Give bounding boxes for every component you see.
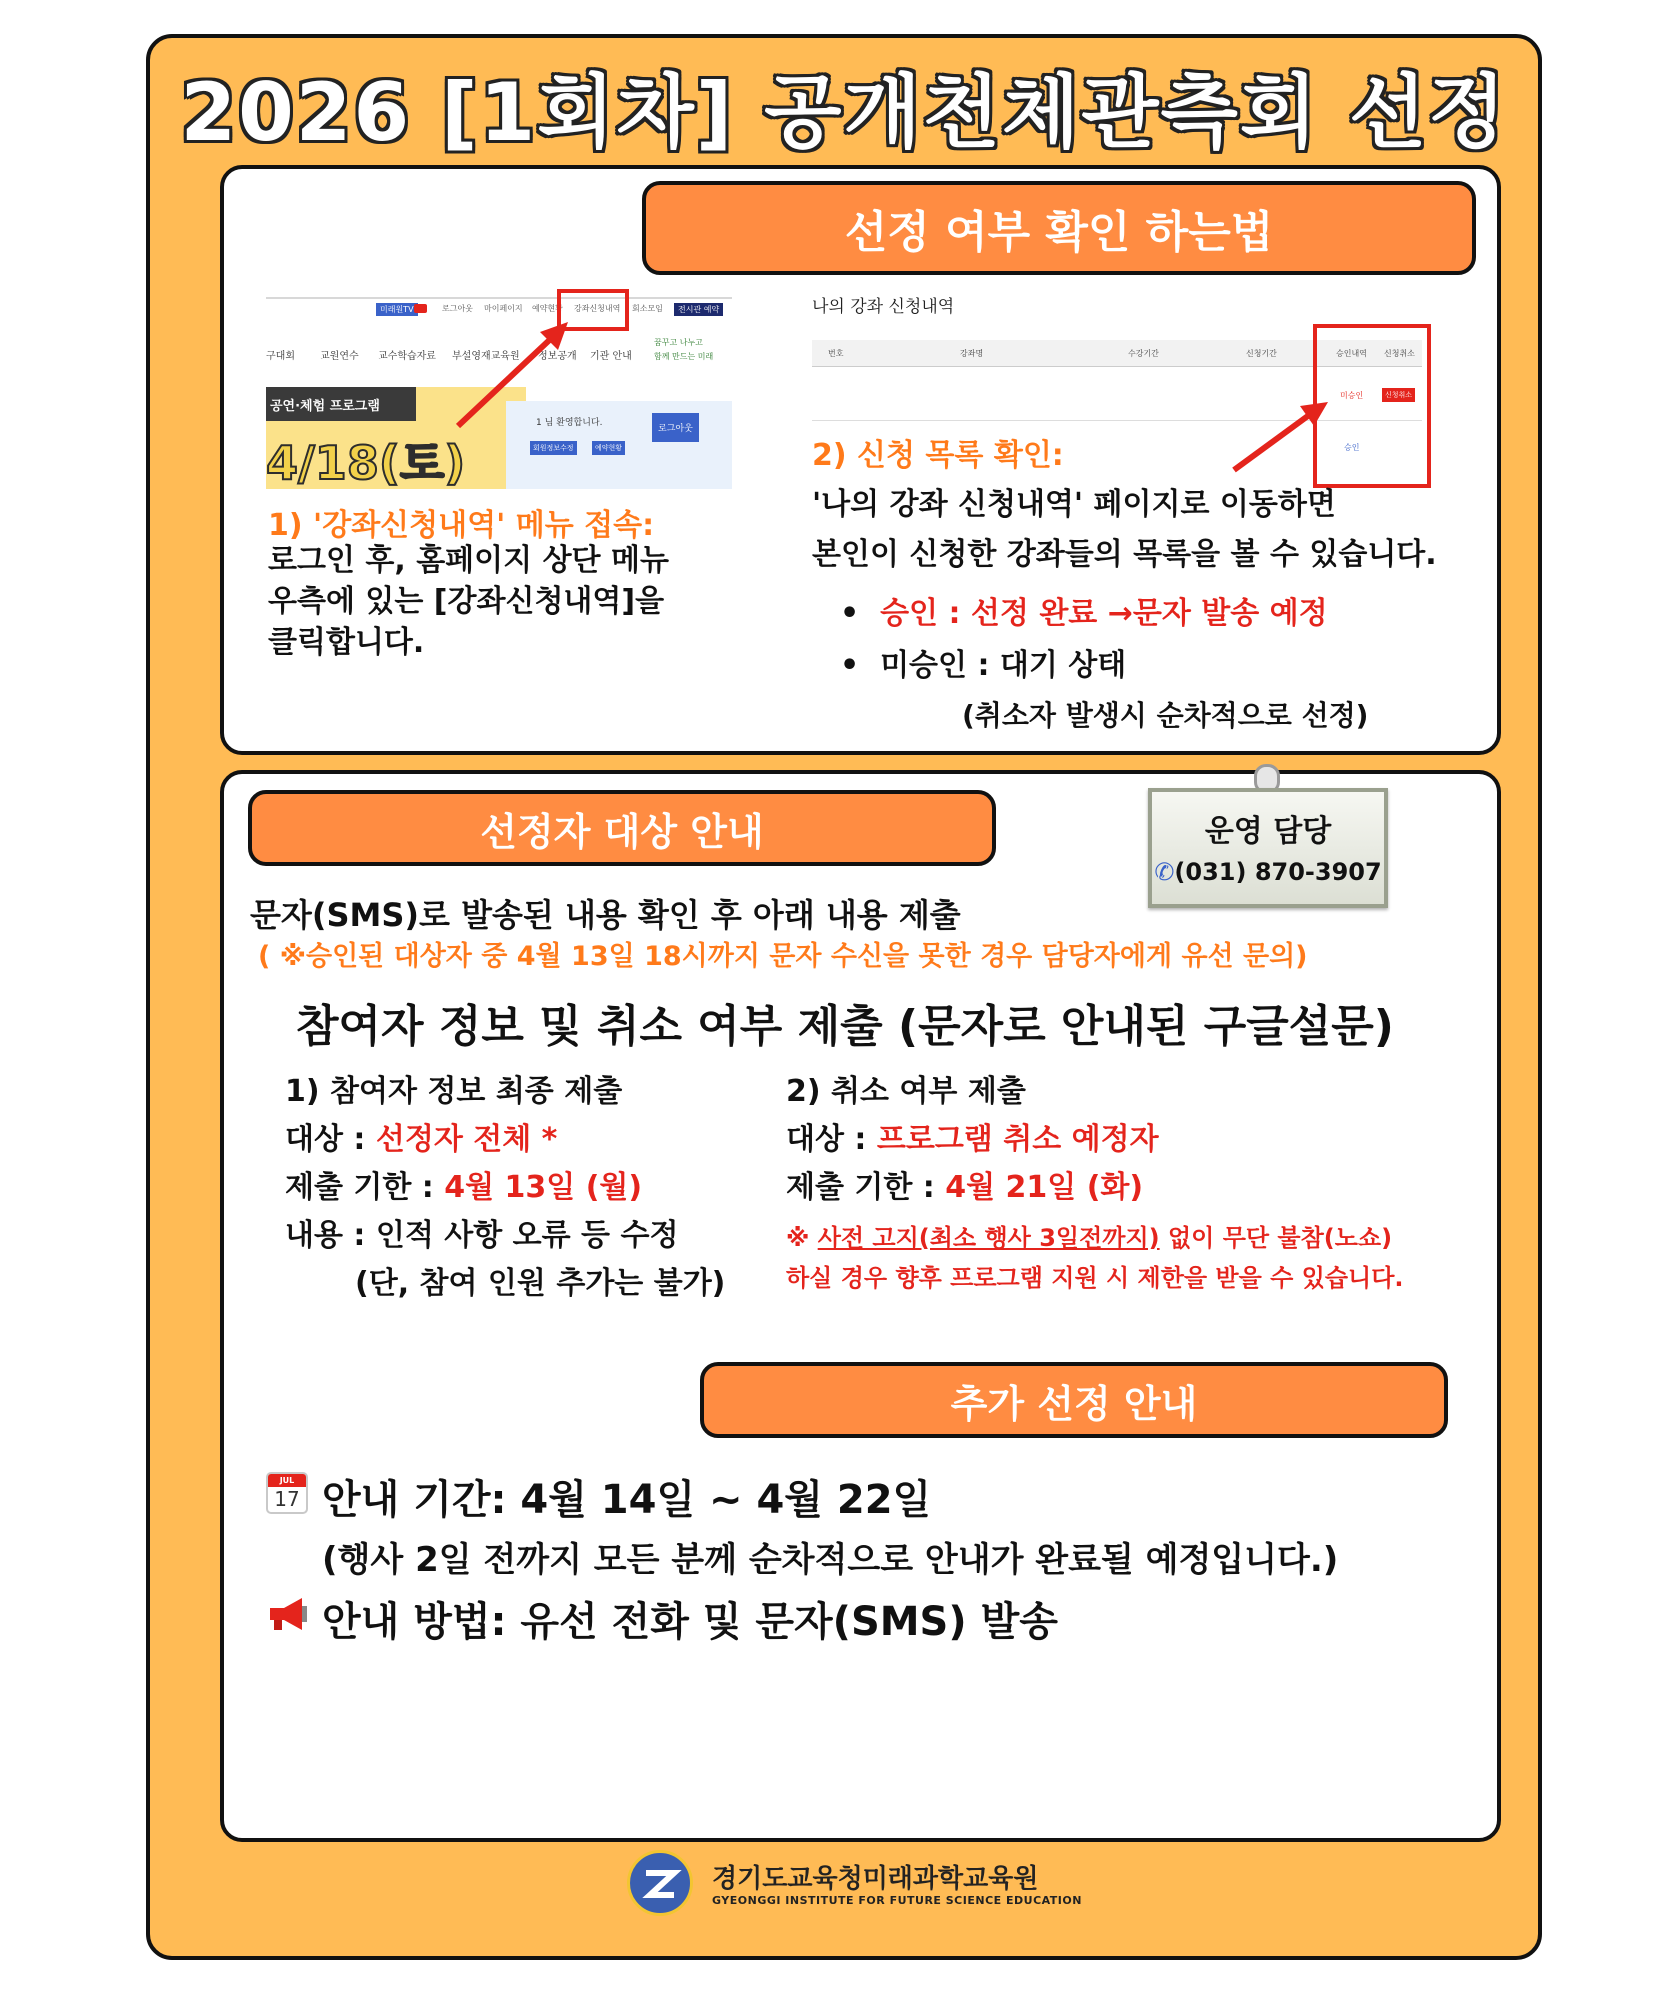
calendar-icon-day: 17 bbox=[274, 1487, 300, 1511]
col-course: 강좌명 bbox=[960, 349, 984, 358]
submit-intro: 문자(SMS)로 발송된 내용 확인 후 아래 내용 제출 bbox=[250, 896, 961, 934]
step1-line-3: 클릭합니다. bbox=[268, 625, 425, 660]
row1-status: 미승인 bbox=[1340, 391, 1364, 400]
no-show-warning bbox=[786, 1218, 1404, 1298]
submit-main-title: 참여자 정보 및 취소 여부 제출 (문자로 안내된 구글설문) bbox=[296, 1001, 1394, 1052]
pending-note: (취소자 발생시 순차적으로 선정) bbox=[962, 699, 1369, 732]
main-menu-1: 구대회 bbox=[266, 351, 295, 362]
institute-name-en: GYEONGGI INSTITUTE FOR FUTURE SCIENCE EDUCATION bbox=[712, 1894, 1082, 1907]
youtube-icon bbox=[414, 304, 427, 313]
megaphone-icon bbox=[264, 1594, 310, 1634]
step1-title: 1) '강좌신청내역' 메뉴 접속: bbox=[268, 508, 655, 543]
extra-selection-header-label: 추가 선정 안내 bbox=[950, 1381, 1198, 1426]
warning-mark: ※ bbox=[786, 1224, 818, 1252]
warning-line-1 bbox=[786, 1218, 1404, 1258]
logo-mark-icon bbox=[630, 1853, 690, 1913]
contact-phone-row bbox=[1152, 858, 1384, 886]
warning-rest: 없이 무단 불참(노쇼) bbox=[1159, 1224, 1393, 1252]
slogan-line-1: 꿈꾸고 나누고 bbox=[654, 338, 703, 347]
arrow-to-approval bbox=[1220, 390, 1340, 480]
submit-intro-note: ( ※승인된 대상자 중 4월 13일 18시까지 문자 수신을 못한 경우 담당자에게 유선 문의) bbox=[258, 941, 1308, 972]
step1-line-2: 우측에 있는 [강좌신청내역]을 bbox=[268, 584, 665, 619]
col-cancel: 신청취소 bbox=[1384, 349, 1415, 358]
contact-label: 운영 담당 bbox=[1204, 814, 1332, 849]
cancel-deadline bbox=[786, 1164, 1159, 1212]
institute-logo-icon bbox=[627, 1850, 693, 1916]
main-menu-5: 정보공개 bbox=[538, 351, 577, 362]
cancel-column bbox=[786, 1068, 1159, 1212]
selected-guide-header-label: 선정자 대상 안내 bbox=[480, 809, 764, 854]
deadline-value: 4월 21일 (화) bbox=[945, 1170, 1144, 1205]
member-edit-button: 회원정보수정 bbox=[530, 441, 577, 455]
cancel-title: 2) 취소 여부 제출 bbox=[786, 1074, 1026, 1109]
banner-label: 공연·체험 프로그램 bbox=[266, 387, 416, 421]
course-list-title: 나의 강좌 신청내역 bbox=[812, 297, 955, 317]
cancel-target bbox=[786, 1116, 1159, 1164]
main-menu-2: 교원연수 bbox=[320, 351, 359, 362]
row2-status: 승인 bbox=[1344, 443, 1360, 452]
step2-title: 2) 신청 목록 확인: bbox=[812, 438, 1064, 473]
top-menu-exhibit: 전시관 예약 bbox=[674, 303, 723, 316]
bullet-approved bbox=[840, 588, 1328, 640]
main-menu-4: 부설영재교육원 bbox=[452, 351, 520, 362]
final-info-title: 1) 참여자 정보 최종 제출 bbox=[285, 1074, 623, 1109]
calendar-icon bbox=[266, 1472, 308, 1514]
bullet-approved-text: 승인 : 선정 완료 →문자 발송 예정 bbox=[880, 596, 1328, 631]
step2-line-2: 본인이 신청한 강좌들의 목록을 볼 수 있습니다. bbox=[812, 537, 1437, 572]
final-info-column bbox=[285, 1068, 725, 1308]
target-label: 대상 : bbox=[786, 1122, 877, 1157]
deadline-label: 제출 기한 : bbox=[786, 1170, 946, 1205]
top-menu-mypage: 마이페이지 bbox=[484, 304, 523, 313]
bullet-pending bbox=[840, 640, 1328, 692]
selected-guide-header bbox=[248, 790, 996, 866]
main-menu-3: 교수학습자료 bbox=[378, 351, 436, 362]
banner-date: 4/18(토) bbox=[266, 436, 466, 489]
top-menu-logout: 로그아웃 bbox=[442, 304, 473, 313]
deadline-label: 제출 기한 : bbox=[285, 1170, 445, 1205]
final-info-deadline bbox=[285, 1164, 725, 1212]
col-approval: 승인내역 bbox=[1336, 349, 1367, 358]
step1-line-1: 로그인 후, 홈페이지 상단 메뉴 bbox=[268, 543, 669, 578]
bullet-dot-icon: • bbox=[840, 648, 881, 683]
row1-cancel-button: 신청취소 bbox=[1382, 388, 1415, 402]
top-menu-club: 회소모임 bbox=[632, 304, 663, 313]
guide-period-note: (행사 2일 전까지 모든 분께 순차적으로 안내가 완료될 예정입니다.) bbox=[322, 1540, 1339, 1580]
bullet-pending-text: 미승인 : 대기 상태 bbox=[880, 648, 1127, 683]
top-menu-tv: 미래원TV bbox=[376, 303, 418, 316]
bullet-dot-icon: • bbox=[840, 596, 881, 631]
final-info-content-note: (단, 참여 인원 추가는 불가) bbox=[355, 1266, 726, 1301]
col-period: 수강기간 bbox=[1128, 349, 1159, 358]
institute-name: 경기도교육청미래과학교육원 bbox=[712, 1864, 1039, 1894]
target-value: 프로그램 취소 예정자 bbox=[876, 1122, 1159, 1157]
logout-button: 로그아웃 bbox=[652, 413, 699, 442]
warning-line-2: 하실 경우 향후 프로그램 지원 시 제한을 받을 수 있습니다. bbox=[786, 1264, 1404, 1292]
target-value: 선정자 전체 * bbox=[375, 1122, 558, 1157]
step1-text bbox=[268, 540, 669, 663]
status-bullets bbox=[840, 588, 1328, 692]
final-info-target bbox=[285, 1116, 725, 1164]
guide-period: 안내 기간: 4월 14일 ~ 4월 22일 bbox=[322, 1477, 932, 1523]
calendar-icon-month: JUL bbox=[268, 1474, 306, 1487]
main-menu-6: 기관 안내 bbox=[590, 351, 632, 362]
how-to-check-header-label: 선정 여부 확인 하는법 bbox=[844, 207, 1274, 258]
welcome-text: 1 님 환영합니다. bbox=[536, 418, 603, 428]
contact-phone: (031) 870-3907 bbox=[1174, 858, 1382, 886]
extra-selection-header bbox=[700, 1362, 1448, 1438]
phone-icon: ✆ bbox=[1154, 858, 1175, 886]
slogan-line-2: 함께 만드는 미래 bbox=[654, 352, 714, 361]
how-to-check-header bbox=[642, 181, 1476, 275]
guide-method: 안내 방법: 유선 전화 및 문자(SMS) 발송 bbox=[322, 1599, 1058, 1645]
step2-line-1: '나의 강좌 신청내역' 페이지로 이동하면 bbox=[812, 487, 1336, 522]
final-info-content: 내용 : 인적 사항 오류 등 수정 bbox=[285, 1218, 679, 1253]
target-label: 대상 : bbox=[285, 1122, 376, 1157]
step2-text bbox=[812, 480, 1437, 580]
col-apply-period: 신청기간 bbox=[1246, 349, 1277, 358]
warning-underlined: 사전 고지(최소 행사 3일전까지) bbox=[817, 1224, 1160, 1252]
contact-badge bbox=[1148, 788, 1388, 908]
reserve-status-button: 예약현황 bbox=[592, 441, 625, 455]
arrow-to-menu-1 bbox=[440, 310, 580, 440]
top-menu-course-history: 강좌신청내역 bbox=[574, 304, 621, 313]
col-number: 번호 bbox=[828, 349, 844, 358]
top-menu-reservation: 예약현황 bbox=[532, 304, 563, 313]
page-title: 2026 [1회차] 공개천체관측회 선정 bbox=[180, 66, 1508, 159]
deadline-value: 4월 13일 (월) bbox=[444, 1170, 643, 1205]
